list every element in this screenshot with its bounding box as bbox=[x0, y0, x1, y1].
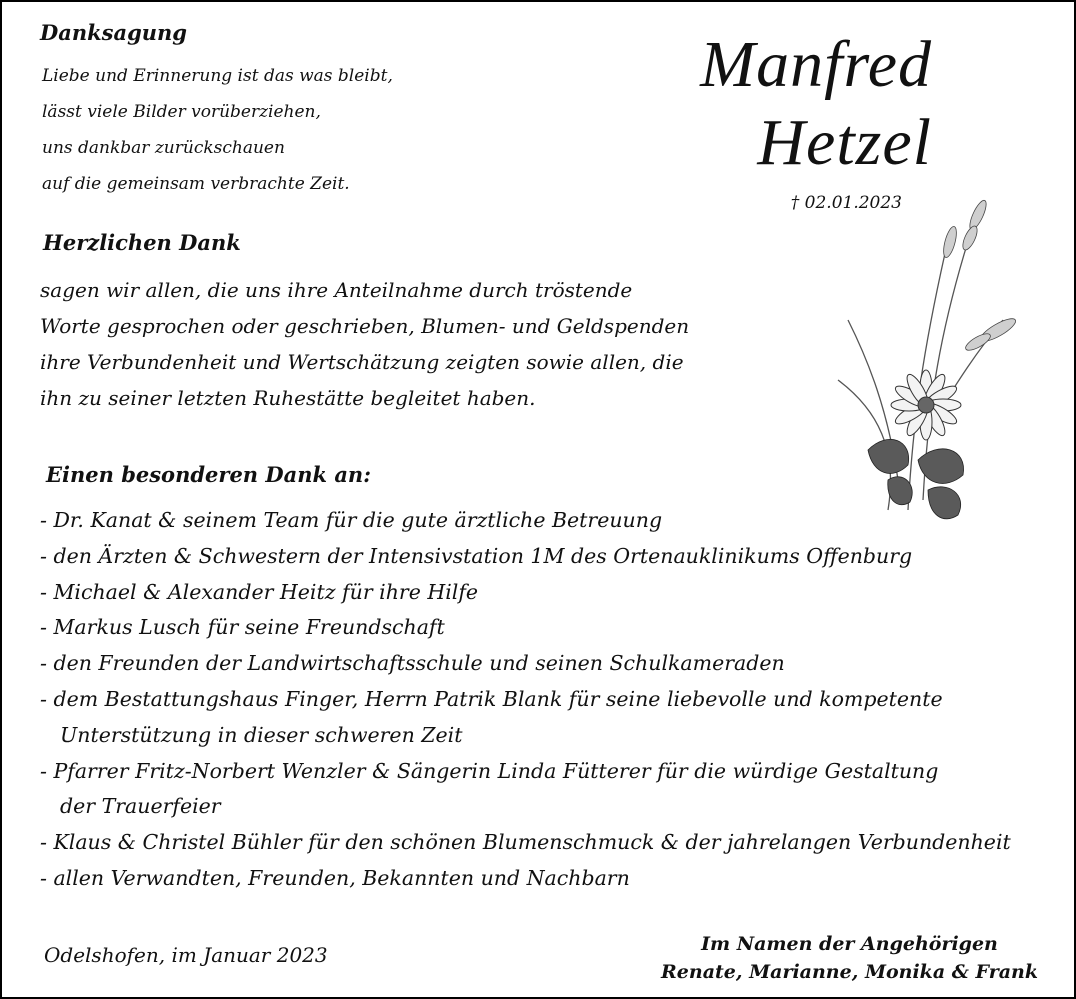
list-item: - den Ärzten & Schwestern der Intensivstation 1M des Ortenauklinikums Offenburg bbox=[40, 543, 913, 568]
list-item: - allen Verwandten, Freunden, Bekannten und Nachbarn bbox=[40, 865, 630, 890]
signature-names: Renate, Marianne, Monika & Frank bbox=[661, 961, 1038, 983]
list-item: - Michael & Alexander Heitz für ihre Hilfe bbox=[40, 579, 479, 604]
deceased-last-name: Hetzel bbox=[757, 106, 932, 179]
poem-line: auf die gemeinsam verbrachte Zeit. bbox=[42, 174, 350, 194]
paragraph-line: ihn zu seiner letzten Ruhestätte begleitet haben. bbox=[40, 386, 536, 410]
herzlichen-dank-heading: Herzlichen Dank bbox=[43, 230, 241, 255]
poem-line: Liebe und Erinnerung ist das was bleibt, bbox=[42, 66, 393, 86]
thanks-paragraph bbox=[40, 272, 689, 416]
wheat-flower-illustration-icon bbox=[828, 180, 1028, 532]
list-item: - Pfarrer Fritz-Norbert Wenzler & Sängerin Linda Fütterer für die würdige Gestaltung bbox=[40, 758, 939, 783]
list-item-continuation: Unterstützung in dieser schweren Zeit bbox=[60, 722, 463, 747]
poem-line: uns dankbar zurückschauen bbox=[42, 138, 285, 158]
paragraph-line: sagen wir allen, die uns ihre Anteilnahme durch tröstende bbox=[40, 278, 633, 302]
list-item-continuation: der Trauerfeier bbox=[60, 794, 221, 819]
list-item: - Dr. Kanat & seinem Team für die gute ärztliche Betreuung bbox=[40, 508, 663, 532]
death-date: † 02.01.2023 bbox=[790, 193, 902, 213]
poem-line: lässt viele Bilder vorüberziehen, bbox=[42, 102, 321, 122]
special-thanks-heading: Einen besonderen Dank an: bbox=[46, 462, 371, 487]
poem bbox=[42, 58, 393, 202]
list-item: - Markus Lusch für seine Freundschaft bbox=[40, 615, 445, 640]
special-thanks-list bbox=[40, 503, 1011, 897]
list-item: - dem Bestattungshaus Finger, Herrn Patrik Blank für seine liebevolle und kompetente bbox=[40, 686, 943, 711]
signature-line: Im Namen der Angehörigen bbox=[701, 933, 998, 955]
paragraph-line: ihre Verbundenheit und Wertschätzung zeigten sowie allen, die bbox=[40, 350, 684, 374]
place-date: Odelshofen, im Januar 2023 bbox=[44, 943, 328, 967]
danksagung-heading: Danksagung bbox=[40, 20, 187, 45]
list-item: - den Freunden der Landwirtschaftsschule und seinen Schulkameraden bbox=[40, 651, 785, 676]
list-item: - Klaus & Christel Bühler für den schönen Blumenschmuck & der jahrelangen Verbundenheit bbox=[40, 830, 1011, 855]
deceased-first-name: Manfred bbox=[700, 28, 932, 101]
paragraph-line: Worte gesprochen oder geschrieben, Blumen- und Geldspenden bbox=[40, 314, 690, 338]
signature-block bbox=[661, 930, 1038, 986]
